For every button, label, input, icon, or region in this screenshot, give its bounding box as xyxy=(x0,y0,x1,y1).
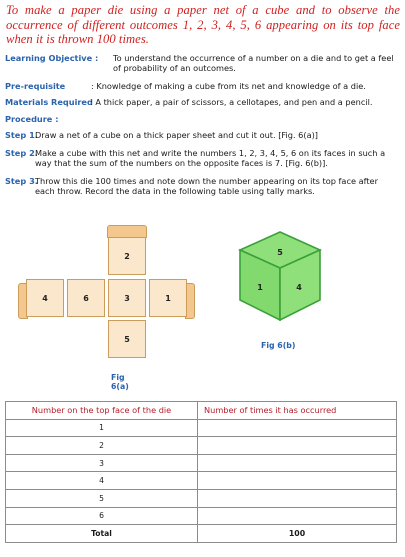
prerequisite xyxy=(5,81,397,92)
prerequisite-label: Pre-requisite xyxy=(5,81,66,91)
table-row xyxy=(6,419,397,437)
row-number: 6 xyxy=(6,507,198,525)
net-face-bottom: 5 xyxy=(108,320,146,358)
row-number: 5 xyxy=(6,489,198,507)
row-tally-cell[interactable] xyxy=(198,472,397,490)
row-number: 1 xyxy=(6,419,198,437)
net-face-center: 3 xyxy=(108,279,146,317)
table-row xyxy=(6,437,397,455)
table-header-row xyxy=(6,402,397,420)
activity-title: To make a paper die using a paper net of a cube and to observe the occurrence of different outcomes 1, 2, 3, 4, 5, 6 appearing on its top face when it is thrown 100 times. xyxy=(6,3,400,46)
step-2-text: Make a cube with this net and write the numbers 1, 2, 3, 4, 5, 6 on its faces in such a way that the sum of the numbers on the opposite faces is 7. [Fig. 6(b)]. xyxy=(35,148,386,169)
net-face-top: 2 xyxy=(108,237,146,275)
fig-6a-caption: Fig 6(a) xyxy=(111,373,129,391)
total-value: 100 xyxy=(198,525,397,543)
row-tally-cell[interactable] xyxy=(198,489,397,507)
table-total-row xyxy=(6,525,397,543)
cube-figure xyxy=(236,228,326,328)
step-3-text: Throw this die 100 times and note down the number appearing on its top face after each throw. Record the data in the following table using tally marks. xyxy=(35,176,378,197)
table-row xyxy=(6,454,397,472)
total-label: Total xyxy=(6,525,198,543)
header-occurrences: Number of times it has occurred xyxy=(198,402,397,420)
header-number: Number on the top face of the die xyxy=(6,402,198,420)
learning-objective-label: Learning Objective : xyxy=(5,53,99,63)
cube-top-number: 5 xyxy=(277,248,283,257)
step-3 xyxy=(5,176,397,198)
table-row xyxy=(6,489,397,507)
materials-required xyxy=(5,97,397,108)
table-row xyxy=(6,507,397,525)
materials-label: Materials Required xyxy=(5,97,93,107)
learning-objective-text: To understand the occurrence of a number on a die and to get a feel of probability of an outcomes. xyxy=(113,53,394,74)
row-number: 2 xyxy=(6,437,198,455)
row-tally-cell[interactable] xyxy=(198,507,397,525)
outcome-table xyxy=(5,401,397,543)
row-tally-cell[interactable] xyxy=(198,419,397,437)
step-2-label: Step 2. xyxy=(5,148,38,158)
net-face-right: 1 xyxy=(149,279,187,317)
row-number: 4 xyxy=(6,472,198,490)
step-1-text: Draw a net of a cube on a thick paper sheet and cut it out. [Fig. 6(a)] xyxy=(35,130,318,140)
row-tally-cell[interactable] xyxy=(198,454,397,472)
cube-left-number: 1 xyxy=(257,283,263,292)
table-row xyxy=(6,472,397,490)
fig-6b-caption: Fig 6(b) xyxy=(261,341,296,350)
row-tally-cell[interactable] xyxy=(198,437,397,455)
learning-objective xyxy=(5,53,397,75)
step-1 xyxy=(5,130,397,141)
step-3-label: Step 3. xyxy=(5,176,38,186)
step-1-label: Step 1. xyxy=(5,130,38,140)
prerequisite-text: : Knowledge of making a cube from its net and knowledge of a die. xyxy=(91,81,366,91)
procedure-heading xyxy=(5,114,397,125)
materials-text: : A thick paper, a pair of scissors, a cellotapes, and pen and a pencil. xyxy=(90,97,373,107)
step-2 xyxy=(5,148,397,170)
cube-right-number: 4 xyxy=(296,283,302,292)
net-face-left-inner: 6 xyxy=(67,279,105,317)
procedure-label: Procedure : xyxy=(5,114,59,124)
net-face-left-outer: 4 xyxy=(26,279,64,317)
row-number: 3 xyxy=(6,454,198,472)
